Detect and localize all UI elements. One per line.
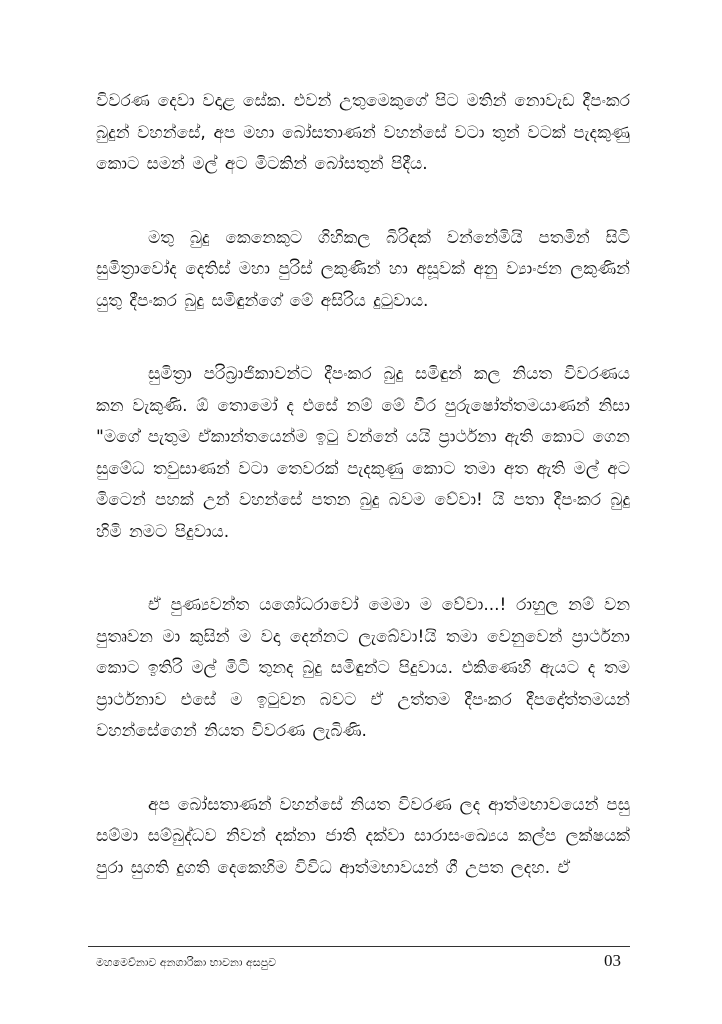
page-number: 03	[604, 951, 621, 970]
paragraph-1: විවරණ දෙවා වදාළ සේක. එවන් උතුමෙකුගේ පිට මතින් නොවැඩ දීපංකර බුදුන් වහන්සේ, අප මහා බෝසතාණන් වහන්සේ වටා තුන් වටක් පැදකුණු කොට සමන් මල් අට මිටකින් බෝසතුන් පිදීය.	[96, 91, 630, 174]
paragraph-2: මතු බුදු කෙනෙකුට ගිහිකල බිරිඳක් වන්නේමියි පතමින් සිටි සුමිත්‍රාවෝද දෙතිස් මහා පුරිස් ලකුණින් හා අසූවක් අනු ව්‍යාංජන ලකුණින් යුතු දීපංකර බුදු සමිඳුන්ගේ මේ අසිරිය දුටුවාය.	[96, 227, 630, 311]
footer-title: මහමෙව්නාව අනගාරිකා භාවනා අසපුව	[96, 956, 276, 969]
paragraph-5: අප බෝසතාණන් වහන්සේ නියත විවරණ ලද ආත්මභාවයෙන් පසු සම්මා සම්බුද්ධව නිවන් දක්නා ජාති දක්වා සාරාසංඛ්‍යෙය කල්ප ලක්ෂයක් පුරා සුගති දුගති දෙකෙහිම විවිධ ආත්මභාවයන් ගී උපත ලදහ. ඒ	[96, 794, 630, 878]
paragraph-3: සුමිත්‍රා පරිබ්‍රාජිකාවන්ට දීපංකර බුදු සමිඳුන් කල නියත විවරණය කන වැකුණි. ඕ තොමෝ ද එසේ නම් මේ වීර පුරුෂෝත්තමයාණන් නිසා "මගේ පැතුම ඒකාන්තයෙන්ම ඉටු වන්නේ යයි ප්‍රාර්ථනා ඇති කොට ගෙන සුමේධ තවුසාණන් වටා තෙවරක් පැදකුණු කොට තමා අත ඇති මල් අට මිටෙන් පහක් උන් වහන්සේ පතන බුදු බවම වේවා! යි පතා දීපංකර බුදු හිමි නමට පිදුවාය.	[96, 364, 630, 542]
footer-divider	[88, 946, 630, 947]
body-text	[96, 86, 630, 926]
paragraph-4: ඒ පුණ්‍යවන්ත යශෝධරාවෝ මෙමා ම වේවා...! රාහුල නම් වන පුත්‍රුවන මා කුසින් ම වදා දෙන්නට ලැබේවා!යි තමා වෙනුවෙන් ප්‍රාර්ථනා කොට ඉතිරි මල් මිටි තුනද බුදු සමිඳුන්ට පිදුවාය. එකිණෙහි ඇයට ද තම ප්‍රාර්ථනාව එසේ ම ඉටුවන බවට ඒ උත්තම දීපංකර දීපදෝත්තමයන් වහන්සේගෙන් නියත විවරණ ලැබිණි.	[96, 595, 630, 741]
